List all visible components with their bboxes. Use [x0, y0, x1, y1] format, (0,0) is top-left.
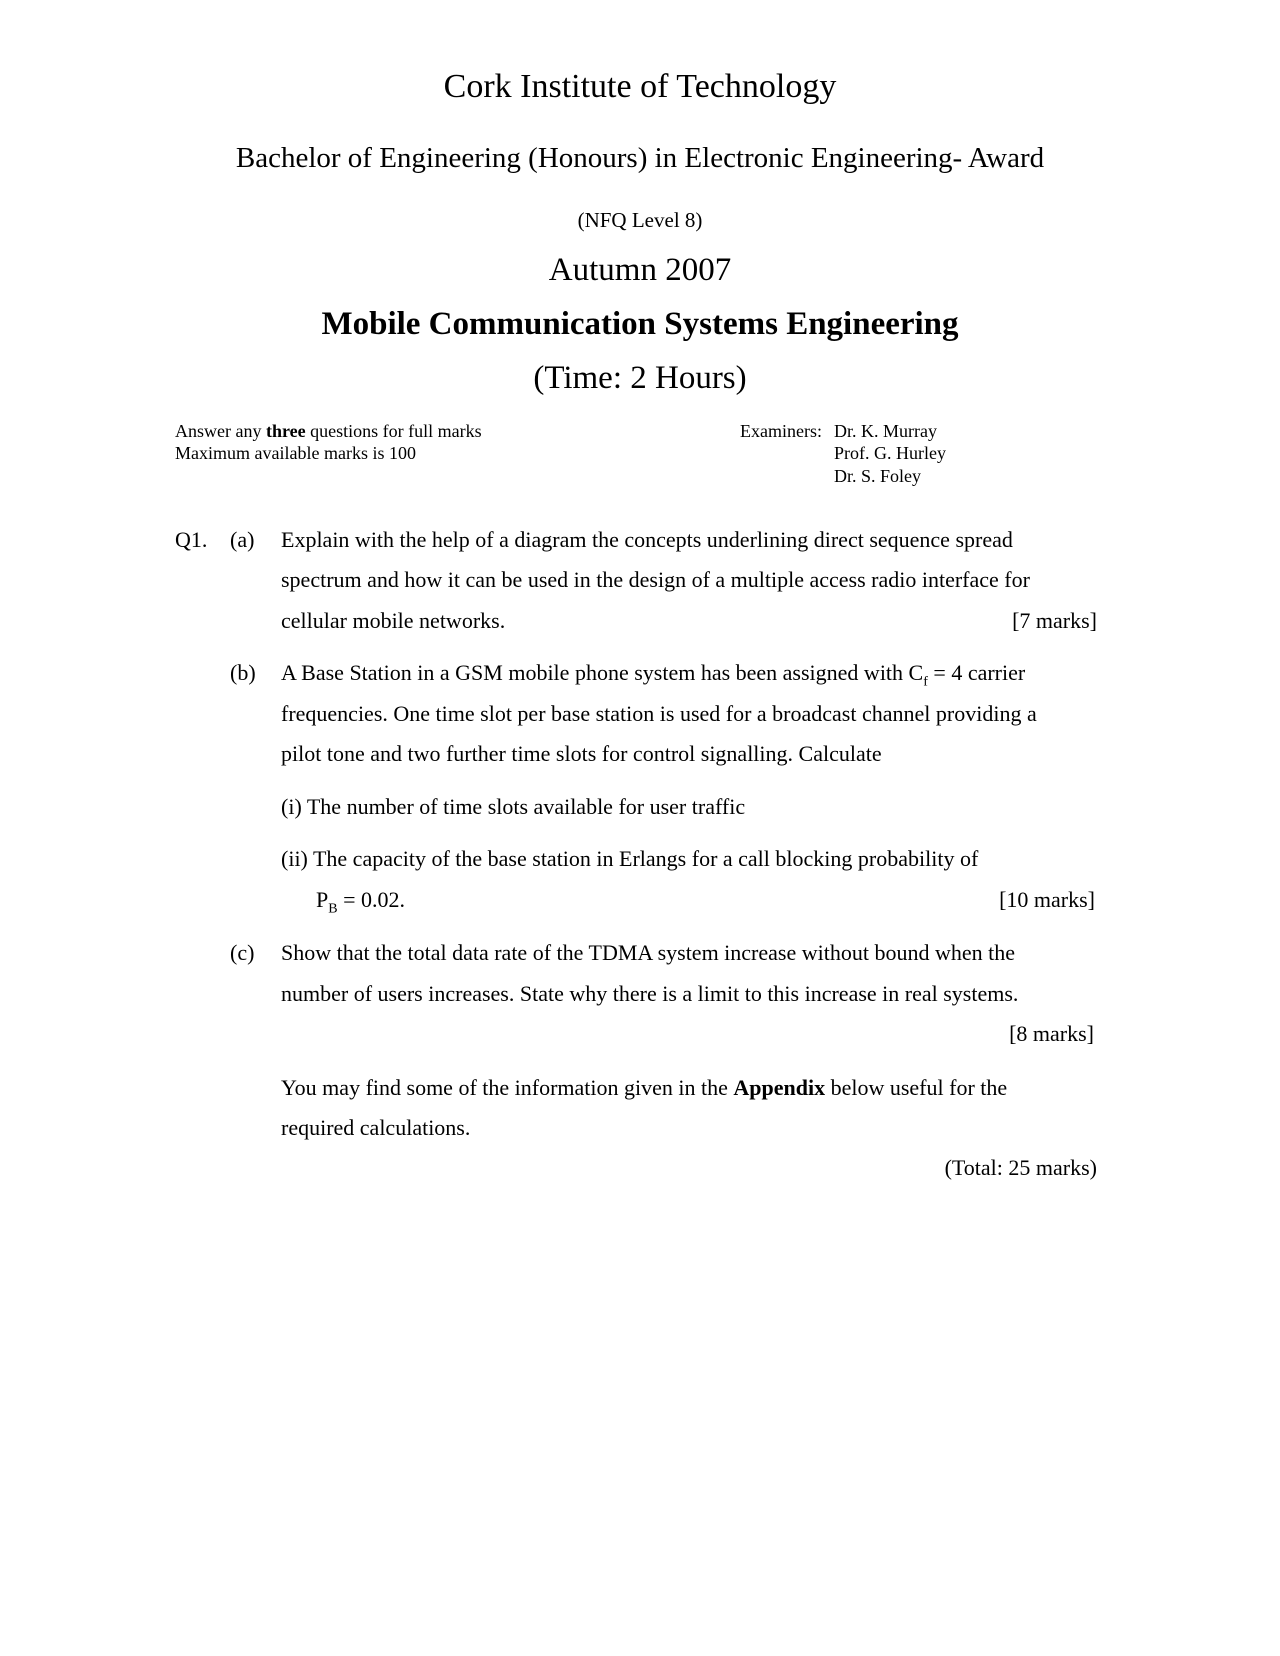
part-a-label: (a)	[230, 527, 255, 552]
part-b-marks: [10 marks]	[999, 887, 1095, 912]
exam-session: Autumn 2007	[548, 252, 732, 288]
examiner-name: Dr. K. Murray	[834, 421, 937, 441]
part-c-marks: [8 marks]	[1009, 1021, 1094, 1046]
part-b-subquestion-i: (i) The number of time slots available for user traffic	[281, 794, 746, 819]
part-b-text-line: pilot tone and two further time slots for control signalling. Calculate	[281, 741, 882, 766]
appendix-note-line: required calculations.	[281, 1115, 471, 1140]
part-a-marks: [7 marks]	[1012, 608, 1097, 633]
blocking-probability: $P_B = 0.02$.	[316, 887, 406, 917]
question-number: Q1.	[175, 527, 208, 552]
part-c-text-line: Show that the total data rate of the TDMA system increase without bound when the	[281, 940, 1015, 965]
total-marks: (Total: 25 marks)	[944, 1155, 1097, 1180]
part-c-text-line: number of users increases. State why there is a limit to this increase in real systems.	[281, 981, 1019, 1006]
part-a-text-line: cellular mobile networks.	[281, 608, 506, 633]
examiner-name: Dr. S. Foley	[834, 466, 922, 486]
appendix-note: You may find some of the information given in the Appendix below useful for the	[281, 1075, 1008, 1100]
part-b-text-line: A Base Station in a GSM mobile phone system has been assigned with $C_f = 4$ carrier	[281, 660, 1026, 690]
part-b-label: (b)	[230, 660, 256, 685]
exam-duration: (Time: 2 Hours)	[533, 360, 747, 396]
part-c-label: (c)	[230, 940, 255, 965]
module-title: Mobile Communication Systems Engineering	[321, 306, 959, 342]
part-a-text-line: Explain with the help of a diagram the concepts underlining direct sequence spread	[281, 527, 1013, 552]
examiner-name: Prof. G. Hurley	[834, 443, 946, 463]
nfq-level: (NFQ Level 8)	[577, 208, 703, 232]
max-marks-instruction: Maximum available marks is 100	[175, 443, 416, 463]
programme-title: Bachelor of Engineering (Honours) in Electronic Engineering- Award	[235, 142, 1045, 174]
part-b-text-line: frequencies. One time slot per base station is used for a broadcast channel providing a	[281, 701, 1037, 726]
answer-instruction: Answer any three questions for full marks	[175, 421, 482, 441]
institution-name: Cork Institute of Technology	[443, 68, 837, 105]
examiners-label: Examiners:	[740, 421, 822, 441]
part-a-text-line: spectrum and how it can be used in the design of a multiple access radio interface for	[281, 567, 1030, 592]
part-b-subquestion-ii: (ii) The capacity of the base station in Erlangs for a call blocking probability of	[281, 846, 979, 871]
